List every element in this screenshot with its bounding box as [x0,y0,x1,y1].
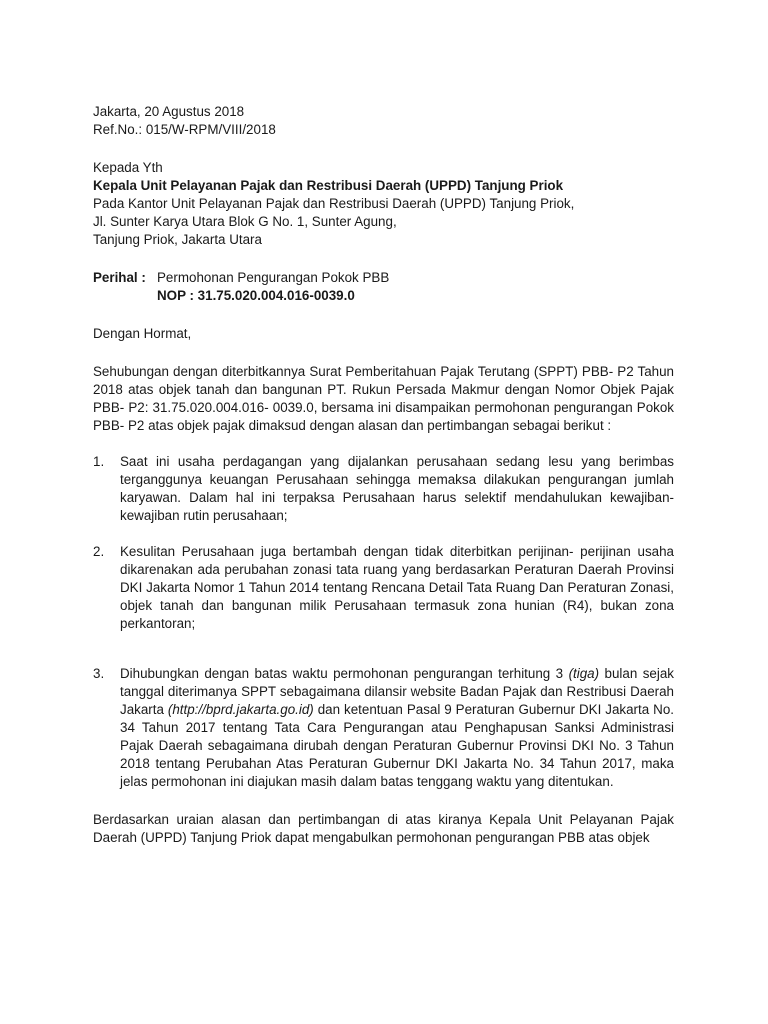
list-item-number: 3. [93,666,105,681]
closing-paragraph: Berdasarkan uraian alasan dan pertimbangan di atas kiranya Kepala Unit Pelayanan Pajak Daerah (UPPD) Tanjung Priok dapat mengabulkan permohonan pengurangan PBB atas objek [93,812,674,845]
list-item-text-part: bulan sejak tanggal diterimanya SPPT sebagaimana dilansir website Badan Pajak dan Restribusi Daerah Jakarta [120,666,674,717]
subject-label: Perihal : [93,270,146,285]
list-item-number: 2. [93,544,105,559]
list-item-text-part: Dihubungkan dengan batas waktu permohonan pengurangan terhitung 3 [120,666,569,681]
list-item [93,665,674,791]
intro-paragraph: Sehubungan dengan diterbitkannya Surat Pemberitahuan Pajak Terutang (SPPT) PBB- P2 Tahun 2018 atas objek tanah dan bangunan PT. Rukun Persada Makmur dengan Nomor Objek Pajak PBB- P2: 31.75.020.004.016- 0039.0, bersama ini disampaikan permohonan pengurangan Pokok PBB- P2 atas objek pajak dimaksud dengan alasan dan pertimbangan sebagai berikut : [93,364,674,433]
list-item-text: Saat ini usaha perdagangan yang dijalankan perusahaan sedang lesu yang berimbas terganggunya keuangan Perusahaan sehingga memaksa dilakukan pengurangan jumlah karyawan. Dalam hal ini terpaksa Perusahaan harus selektif mendahulukan kewajiban-kewajiban rutin perusahaan; [120,454,674,523]
website-url: (http://bprd.jakarta.go.id) [167,702,314,717]
list-item-text [120,665,674,791]
list-item [93,543,674,633]
recipient-address-line1: Pada Kantor Unit Pelayanan Pajak dan Restribusi Daerah (UPPD) Tanjung Priok, [93,196,575,211]
list-item-emphasis: (tiga) [568,666,600,681]
letter-date: Jakarta, 20 Agustus 2018 [93,104,245,119]
list-item-text-part: dan ketentuan Pasal 9 Peraturan Gubernur DKI Jakarta No. 34 Tahun 2017 tentang Tata Cara Pengurangan atau Penghapusan Sanksi Administrasi Pajak Daerah sebagaimana dirubah dengan Peraturan Gubernur Provinsi DKI No. 3 Tahun 2018 tentang Perubahan Atas Peraturan Gubernur DKI Jakarta No. 34 Tahun 2017, maka jelas permohonan ini diajukan masih dalam batas tenggang waktu yang ditentukan. [120,702,674,789]
recipient-title: Kepala Unit Pelayanan Pajak dan Restribusi Daerah (UPPD) Tanjung Priok [93,178,564,193]
subject-nop: NOP : 31.75.020.004.016-0039.0 [157,288,355,303]
reference-number: Ref.No.: 015/W-RPM/VIII/2018 [93,122,276,137]
subject-title: Permohonan Pengurangan Pokok PBB [157,270,390,285]
letter-page [93,103,674,847]
reasons-list [93,453,674,791]
list-item-number: 1. [93,454,105,469]
subject-block [93,269,674,305]
recipient-address-line3: Tanjung Priok, Jakarta Utara [93,232,262,247]
recipient-greeting: Kepada Yth [93,160,163,175]
salutation: Dengan Hormat, [93,326,192,341]
recipient-address-line2: Jl. Sunter Karya Utara Blok G No. 1, Sunter Agung, [93,214,397,229]
list-item [93,453,674,525]
list-item-text: Kesulitan Perusahaan juga bertambah dengan tidak diterbitkan perijinan- perijinan usaha dikarenakan ada perubahan zonasi tata ruang yang berdasarkan Peraturan Daerah Provinsi DKI Jakarta Nomor 1 Tahun 2014 tentang Rencana Detail Tata Ruang Dan Peraturan Zonasi, objek tanah dan bangunan milik Perusahaan termasuk zona hunian (R4), bukan zona perkantoran; [120,544,674,631]
